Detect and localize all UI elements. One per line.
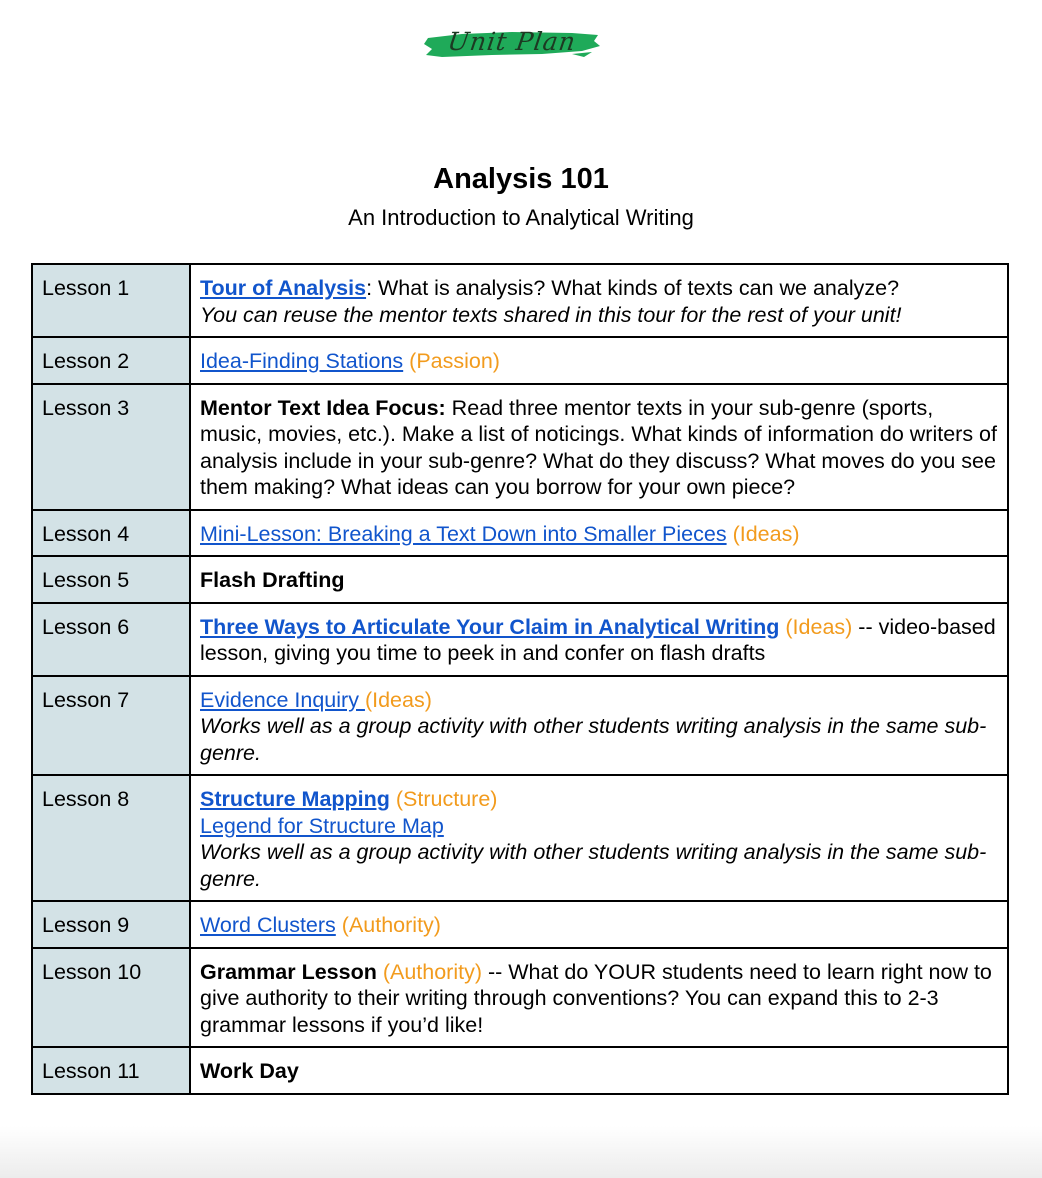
lesson-heading: Work Day [200,1059,299,1083]
lesson-label-cell [32,775,190,901]
lesson-note: You can reuse the mentor texts shared in this tour for the rest of your unit! [200,302,902,327]
lesson-row [32,676,1008,776]
lesson-description [200,687,998,714]
lesson-label: Lesson 4 [42,521,130,546]
lesson-label-cell [32,603,190,676]
lesson-label-cell [32,337,190,384]
lesson-label: Lesson 9 [42,913,130,937]
legend-structure-map-link[interactable]: Legend for Structure Map [200,813,444,838]
lesson-heading: Mentor Text Idea Focus: [200,395,446,420]
lesson-label: Lesson 5 [42,568,130,592]
tour-of-analysis-link[interactable]: Tour of Analysis [200,276,367,300]
unit-plan-logo [422,24,602,64]
lesson-label: Lesson 7 [42,687,130,712]
lesson-note: Works well as a group activity with other students writing analysis in the same sub-genre. [200,840,987,891]
lesson-description [200,786,998,813]
document-title: Analysis 101 [433,163,609,195]
lesson-text: Read three mentor texts in your sub-genre (sports, music, movies, etc.). Make a list of noticings. What kinds of information do writers of analysis include in your sub-genre? What do they discuss? What moves do you see them making? What ideas can you borrow for your own piece? [200,395,997,499]
lesson-label-cell [32,948,190,1048]
lesson-content-cell [190,510,1008,557]
lesson-note: Works well as a group activity with other students writing analysis in the same sub-genre. [200,714,987,765]
lesson-label-cell [32,264,190,337]
lesson-label-cell [32,676,190,776]
lesson-content-cell [190,556,1008,603]
trait-tag: (Ideas) [726,521,800,546]
lesson-row [32,948,1008,1048]
lesson-row [32,384,1008,510]
lesson-content-cell [190,1047,1008,1094]
lesson-row [32,901,1008,948]
lesson-label: Lesson 8 [42,787,130,811]
trait-tag: (Structure) [389,787,498,811]
trait-tag: (Passion) [403,349,500,373]
trait-tag: (Authority) [335,913,441,937]
lesson-heading: Grammar Lesson [200,959,377,984]
lesson-row [32,775,1008,901]
lesson-content-cell [190,603,1008,676]
lesson-content-cell [190,337,1008,384]
lesson-row [32,603,1008,676]
lesson-label-cell [32,1047,190,1094]
lesson-content-cell [190,948,1008,1048]
evidence-inquiry-link[interactable]: Evidence Inquiry [200,687,365,712]
trait-tag: (Authority) [376,959,482,984]
logo-text: Unit Plan [445,27,579,56]
trait-tag: (Ideas) [364,687,432,712]
structure-mapping-link[interactable]: Structure Mapping [200,787,390,811]
lesson-plan-table [31,263,1009,1095]
lesson-label: Lesson 10 [42,959,142,984]
page-bottom-shadow [0,1126,1042,1178]
lesson-row [32,264,1008,337]
lesson-content-cell [190,901,1008,948]
lesson-secondary [200,813,998,840]
lesson-content-cell [190,384,1008,510]
lesson-content-cell [190,264,1008,337]
document-subtitle: An Introduction to Analytical Writing [348,205,694,230]
lesson-row [32,1047,1008,1094]
lesson-row [32,556,1008,603]
idea-finding-stations-link[interactable]: Idea-Finding Stations [200,349,404,373]
lesson-label-cell [32,384,190,510]
lesson-text: : What is analysis? What kinds of texts can we analyze? [366,276,900,300]
three-ways-claim-link[interactable]: Three Ways to Articulate Your Claim in Analytical Writing [200,614,780,639]
lesson-label: Lesson 2 [42,349,130,373]
lesson-label: Lesson 3 [42,395,130,420]
lesson-label-cell [32,901,190,948]
lesson-description [200,275,998,302]
lesson-label-cell [32,510,190,557]
lesson-label: Lesson 1 [42,276,130,300]
lesson-text: -- What do YOUR students need to learn right now to give authority to their writing through conventions? You can expand this to 2-3 grammar lessons if you’d like! [200,959,992,1037]
lesson-label-cell [32,556,190,603]
lesson-label: Lesson 6 [42,614,130,639]
lesson-content-cell [190,676,1008,776]
lesson-heading: Flash Drafting [200,568,345,592]
mini-lesson-breaking-text-link[interactable]: Mini-Lesson: Breaking a Text Down into Smaller Pieces [200,521,727,546]
word-clusters-link[interactable]: Word Clusters [200,913,336,937]
lesson-text: -- video-based lesson, giving you time to peek in and confer on flash drafts [200,614,996,665]
trait-tag: (Ideas) [779,614,853,639]
lesson-label: Lesson 11 [42,1059,140,1083]
lesson-row [32,337,1008,384]
lesson-content-cell [190,775,1008,901]
lesson-row [32,510,1008,557]
